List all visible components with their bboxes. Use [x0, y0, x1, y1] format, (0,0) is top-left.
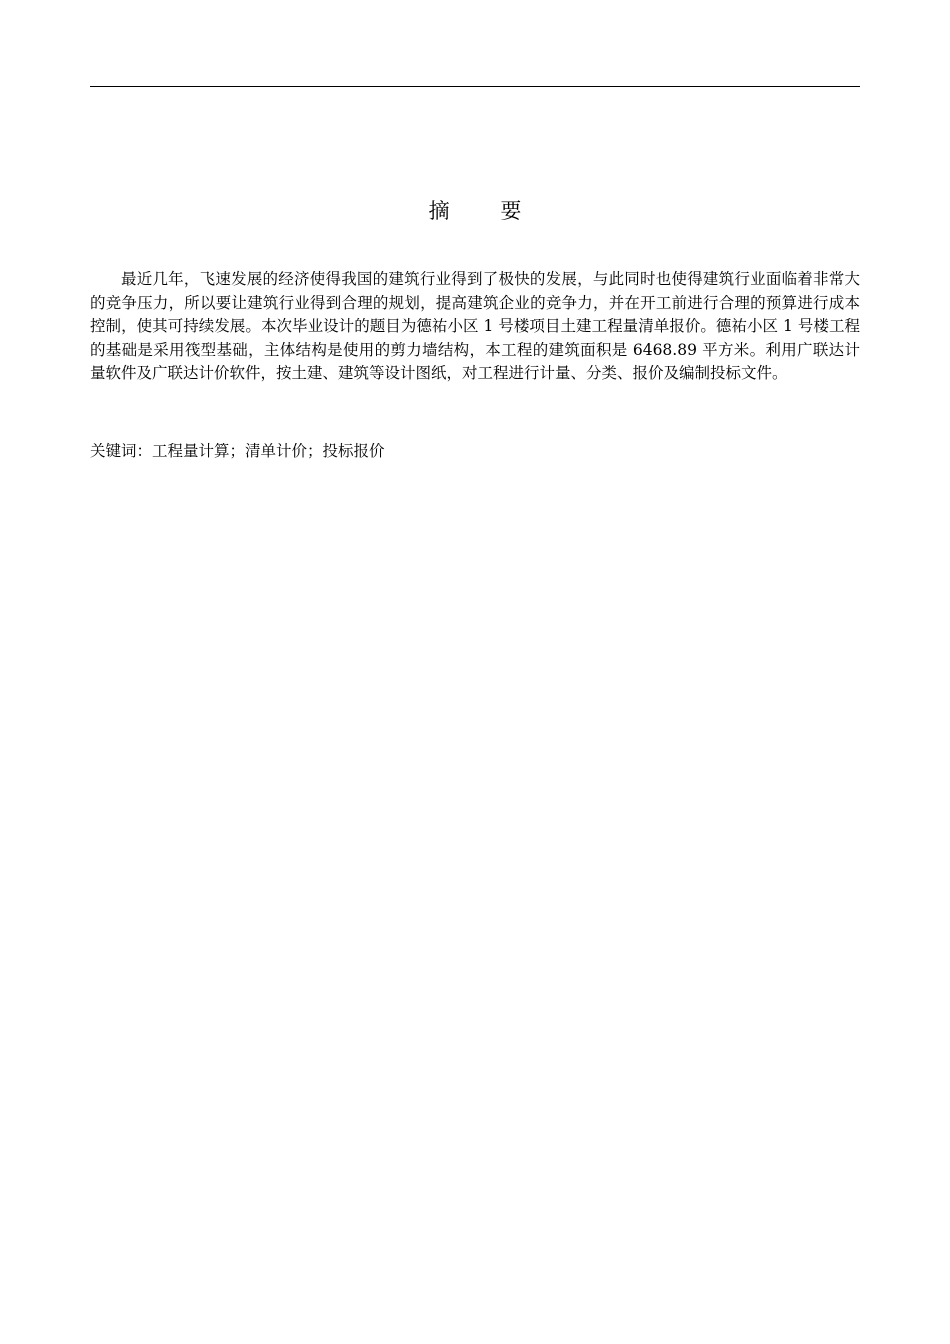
abstract-body: 最近几年，飞速发展的经济使得我国的建筑行业得到了极快的发展，与此同时也使得建筑行业面临着非常大的竞争压力，所以要让建筑行业得到合理的规划，提高建筑企业的竞争力，并在开工前进行合理的预算进行成本控制，使其可持续发展。本次毕业设计的题目为德祐小区 1 号楼项目土建工程量清单报价。德祐小区 1 号楼工程的基础是采用筏型基础，主体结构是使用的剪力墙结构，本工程的建筑面积是 6468.89 平方米。利用广联达计量软件及广联达计价软件，按土建、建筑等设计图纸，对工程进行计量、分类、报价及编制投标文件。 — [90, 270, 860, 382]
abstract-title: 摘 要 — [428, 199, 544, 223]
keywords-label: 关键词： — [90, 442, 153, 460]
keywords-line — [90, 440, 860, 463]
keywords-text: 工程量计算；清单计价；投标报价 — [152, 442, 385, 460]
header-rule — [90, 86, 860, 87]
